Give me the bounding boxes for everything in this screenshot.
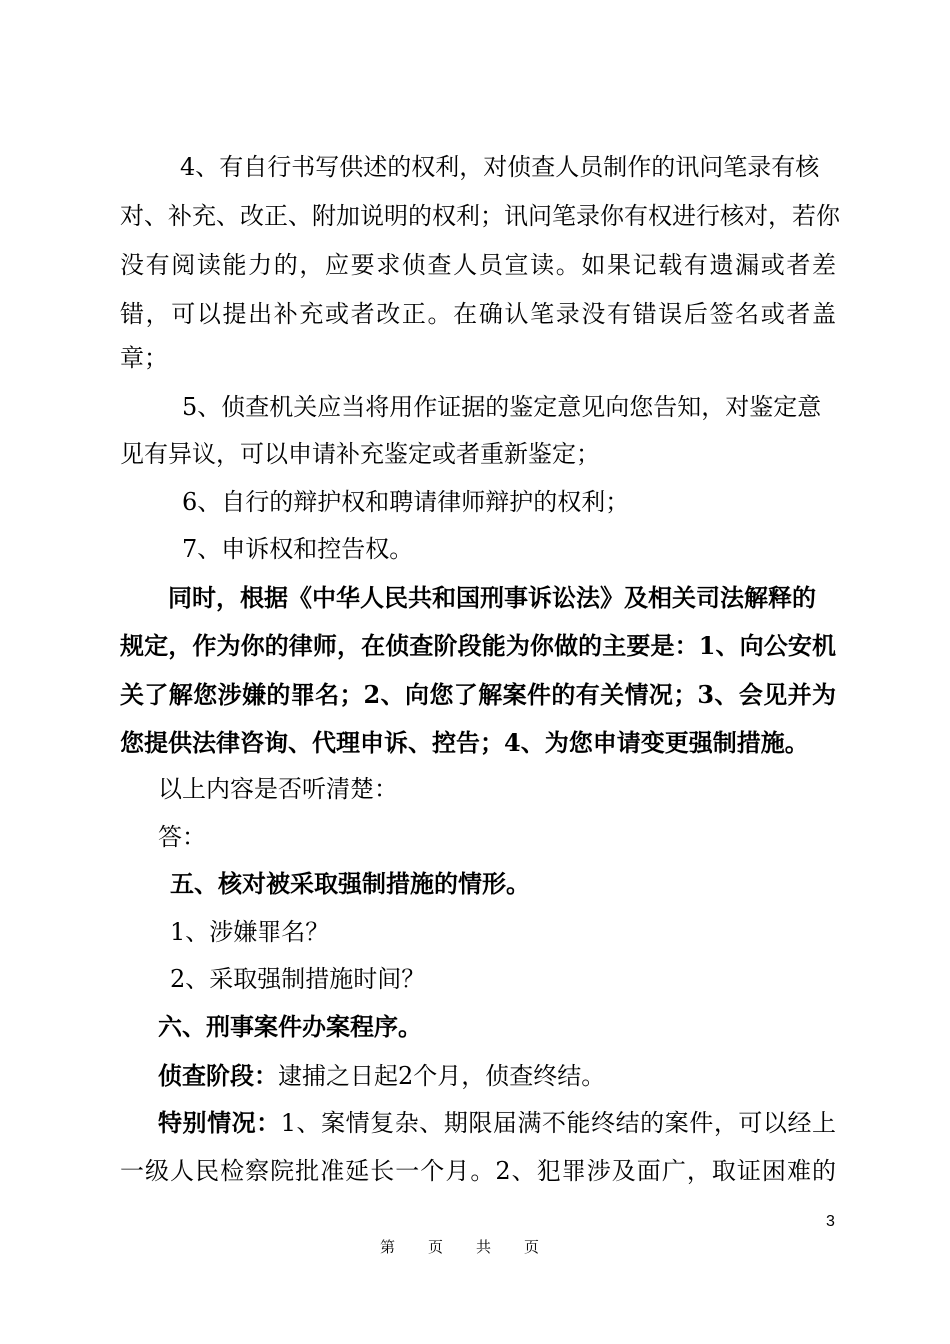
footer-ye: 页 <box>428 1238 444 1256</box>
bold-line-4: 您提供法律咨询、代理申诉、控告；4、为您申请变更强制措施。 <box>120 728 809 757</box>
page-number: 3 <box>826 1213 835 1230</box>
bold-line-1: 同时，根据《中华人民共和国刑事诉讼法》及相关司法解释的 <box>168 583 816 612</box>
para-line-4: 错，可以提出补充或者改正。在确认笔录没有错误后签名或者盖 <box>120 300 836 328</box>
para-line-7: 见有异议，可以申请补充鉴定或者重新鉴定； <box>120 440 600 468</box>
special-label: 特别情况： <box>158 1108 281 1137</box>
bold-line-3: 关了解您涉嫌的罪名；2、向您了解案件的有关情况；3、会见并为 <box>120 680 836 709</box>
item-measure-time: 2、采取强制措施时间？ <box>170 965 426 993</box>
para-line-2: 对、补充、改正、附加说明的权利；讯问笔录你有权进行核对，若你 <box>120 202 840 230</box>
special-line-2: 一级人民检察院批准延长一个月。2、犯罪涉及面广，取证困难的 <box>120 1157 836 1185</box>
footer-ye2: 页 <box>524 1238 540 1256</box>
item-charge: 1、涉嫌罪名？ <box>170 918 330 946</box>
special-text-1: 1、案情复杂、期限届满不能终结的案件，可以经上 <box>280 1109 836 1137</box>
bold-line-2: 规定，作为你的律师，在侦查阶段能为你做的主要是：1、向公安机 <box>120 631 836 660</box>
question-line: 以上内容是否听清楚： <box>158 775 398 803</box>
section-six-heading: 六、刑事案件办案程序。 <box>158 1012 422 1041</box>
investigation-line <box>158 1061 606 1090</box>
page-footer <box>380 1236 572 1257</box>
section-five-heading: 五、核对被采取强制措施的情形。 <box>170 869 530 898</box>
investigation-label: 侦查阶段： <box>158 1061 278 1090</box>
answer-line: 答： <box>158 823 206 851</box>
footer-di: 第 <box>380 1238 396 1256</box>
para-line-5: 章； <box>120 344 168 372</box>
investigation-text: 逮捕之日起2个月，侦查终结。 <box>278 1062 606 1090</box>
para-line-6: 5、侦查机关应当将用作证据的鉴定意见向您告知，对鉴定意 <box>182 393 822 421</box>
para-line-8: 6、自行的辩护权和聘请律师辩护的权利； <box>182 488 630 516</box>
special-line-1 <box>158 1108 836 1137</box>
para-line-1: 4、有自行书写供述的权利，对侦查人员制作的讯问笔录有核 <box>180 153 820 181</box>
para-line-3: 没有阅读能力的，应要求侦查人员宣读。如果记载有遗漏或者差 <box>120 251 836 279</box>
footer-gong: 共 <box>476 1238 492 1256</box>
para-line-9: 7、申诉权和控告权。 <box>182 535 414 563</box>
